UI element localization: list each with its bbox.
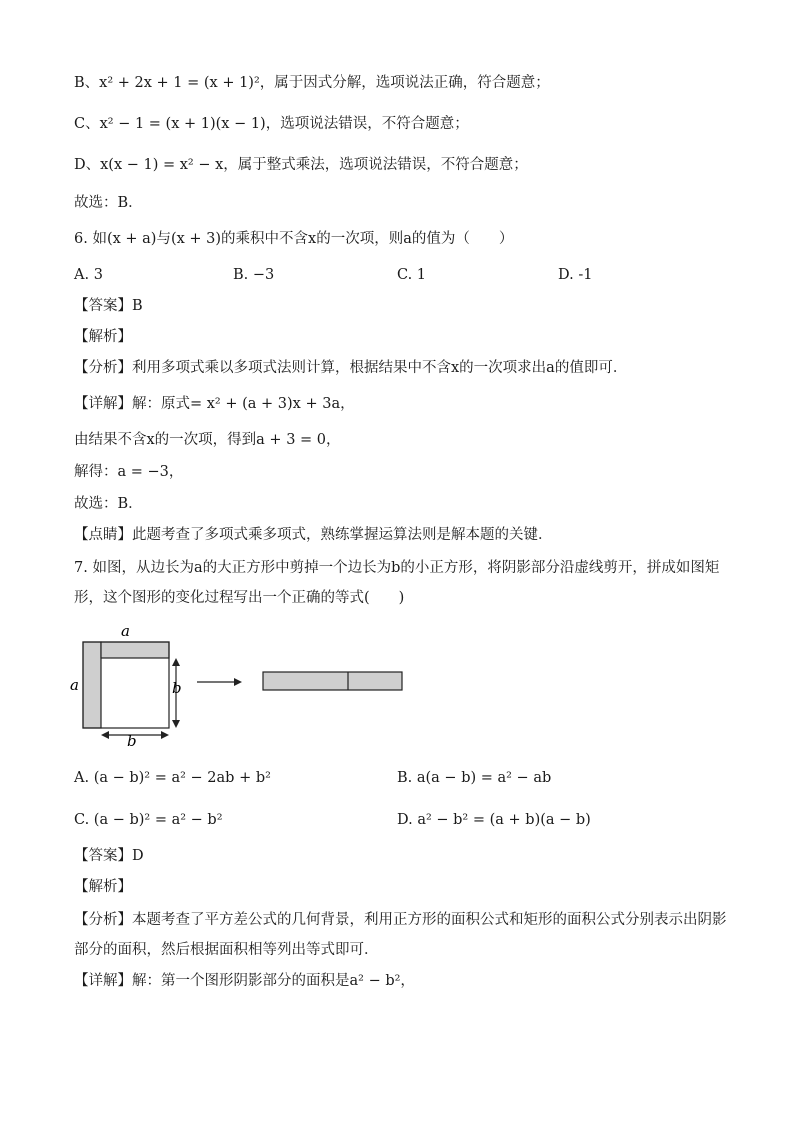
prev-solution-line-c: C、x² − 1 = (x + 1)(x − 1)，选项说法错误，不符合题意； bbox=[74, 116, 469, 132]
q6-option-c: C. 1 bbox=[397, 267, 427, 283]
q7-figure bbox=[64, 620, 414, 750]
arrow-head bbox=[234, 678, 242, 686]
q6-detail-2: 由结果不含x的一次项，得到a + 3 = 0， bbox=[74, 432, 341, 448]
q6-option-d: D. -1 bbox=[558, 267, 593, 283]
q7-option-d: D. a² − b² = (a + b)(a − b) bbox=[397, 812, 591, 828]
prev-solution-line-d: D、x(x − 1) = x² − x，属于整式乘法，选项说法错误，不符合题意； bbox=[74, 157, 528, 173]
prev-solution-choose: 故选：B． bbox=[74, 195, 143, 211]
arrow-head bbox=[101, 731, 109, 739]
prev-solution-line-b: B、x² + 2x + 1 = (x + 1)²，属于因式分解，选项说法正确，符合题意； bbox=[74, 75, 550, 91]
arrow-head bbox=[172, 720, 180, 728]
arrow-head bbox=[172, 658, 180, 666]
arrow-head bbox=[161, 731, 169, 739]
q7-stem: 7. 如图，从边长为a的大正方形中剪掉一个边长为b的小正方形，将阴影部分沿虚线剪开，拼成如图矩形，这个图形的变化过程写出一个正确的等式( ) bbox=[74, 560, 720, 606]
label-a-left: a bbox=[70, 676, 79, 694]
shaded-left-strip bbox=[83, 642, 101, 728]
q7-option-c: C. (a − b)² = a² − b² bbox=[74, 812, 223, 828]
shaded-top-strip bbox=[101, 642, 169, 658]
label-b-bottom: b bbox=[127, 732, 137, 750]
q7-answer: 【答案】D bbox=[74, 848, 144, 864]
q7-option-a: A. (a − b)² = a² − 2ab + b² bbox=[74, 770, 271, 786]
q6-option-a: A. 3 bbox=[74, 267, 103, 283]
q6-comment: 【点睛】此题考查了多项式乘多项式，熟练掌握运算法则是解本题的关键． bbox=[74, 527, 553, 543]
q6-answer: 【答案】B bbox=[74, 298, 143, 314]
label-a-top: a bbox=[121, 622, 130, 640]
q6-detail-1: 【详解】解：原式= x² + (a + 3)x + 3a， bbox=[74, 396, 355, 412]
q6-option-b: B. −3 bbox=[233, 267, 275, 283]
q6-analysis-title: 【解析】 bbox=[74, 329, 132, 345]
q7-option-b: B. a(a − b) = a² − ab bbox=[397, 770, 552, 786]
label-b-right: b bbox=[172, 679, 182, 697]
q6-stem: 6. 如(x + a)与(x + 3)的乘积中不含x的一次项，则a的值为（ ） bbox=[74, 231, 514, 247]
q6-choose: 故选：B． bbox=[74, 496, 143, 512]
q6-detail-3: 解得：a = −3， bbox=[74, 464, 184, 480]
q7-analysis: 【分析】本题考查了平方差公式的几何背景，利用正方形的面积公式和矩形的面积公式分别表示出阴影部分的面积，然后根据面积相等列出等式即可． bbox=[74, 912, 727, 958]
q7-detail-1: 【详解】解：第一个图形阴影部分的面积是a² − b²， bbox=[74, 973, 415, 989]
result-rectangle bbox=[263, 672, 402, 690]
q6-analysis: 【分析】利用多项式乘以多项式法则计算，根据结果中不含x的一次项求出a的值即可． bbox=[74, 360, 628, 376]
q7-analysis-title: 【解析】 bbox=[74, 879, 132, 895]
